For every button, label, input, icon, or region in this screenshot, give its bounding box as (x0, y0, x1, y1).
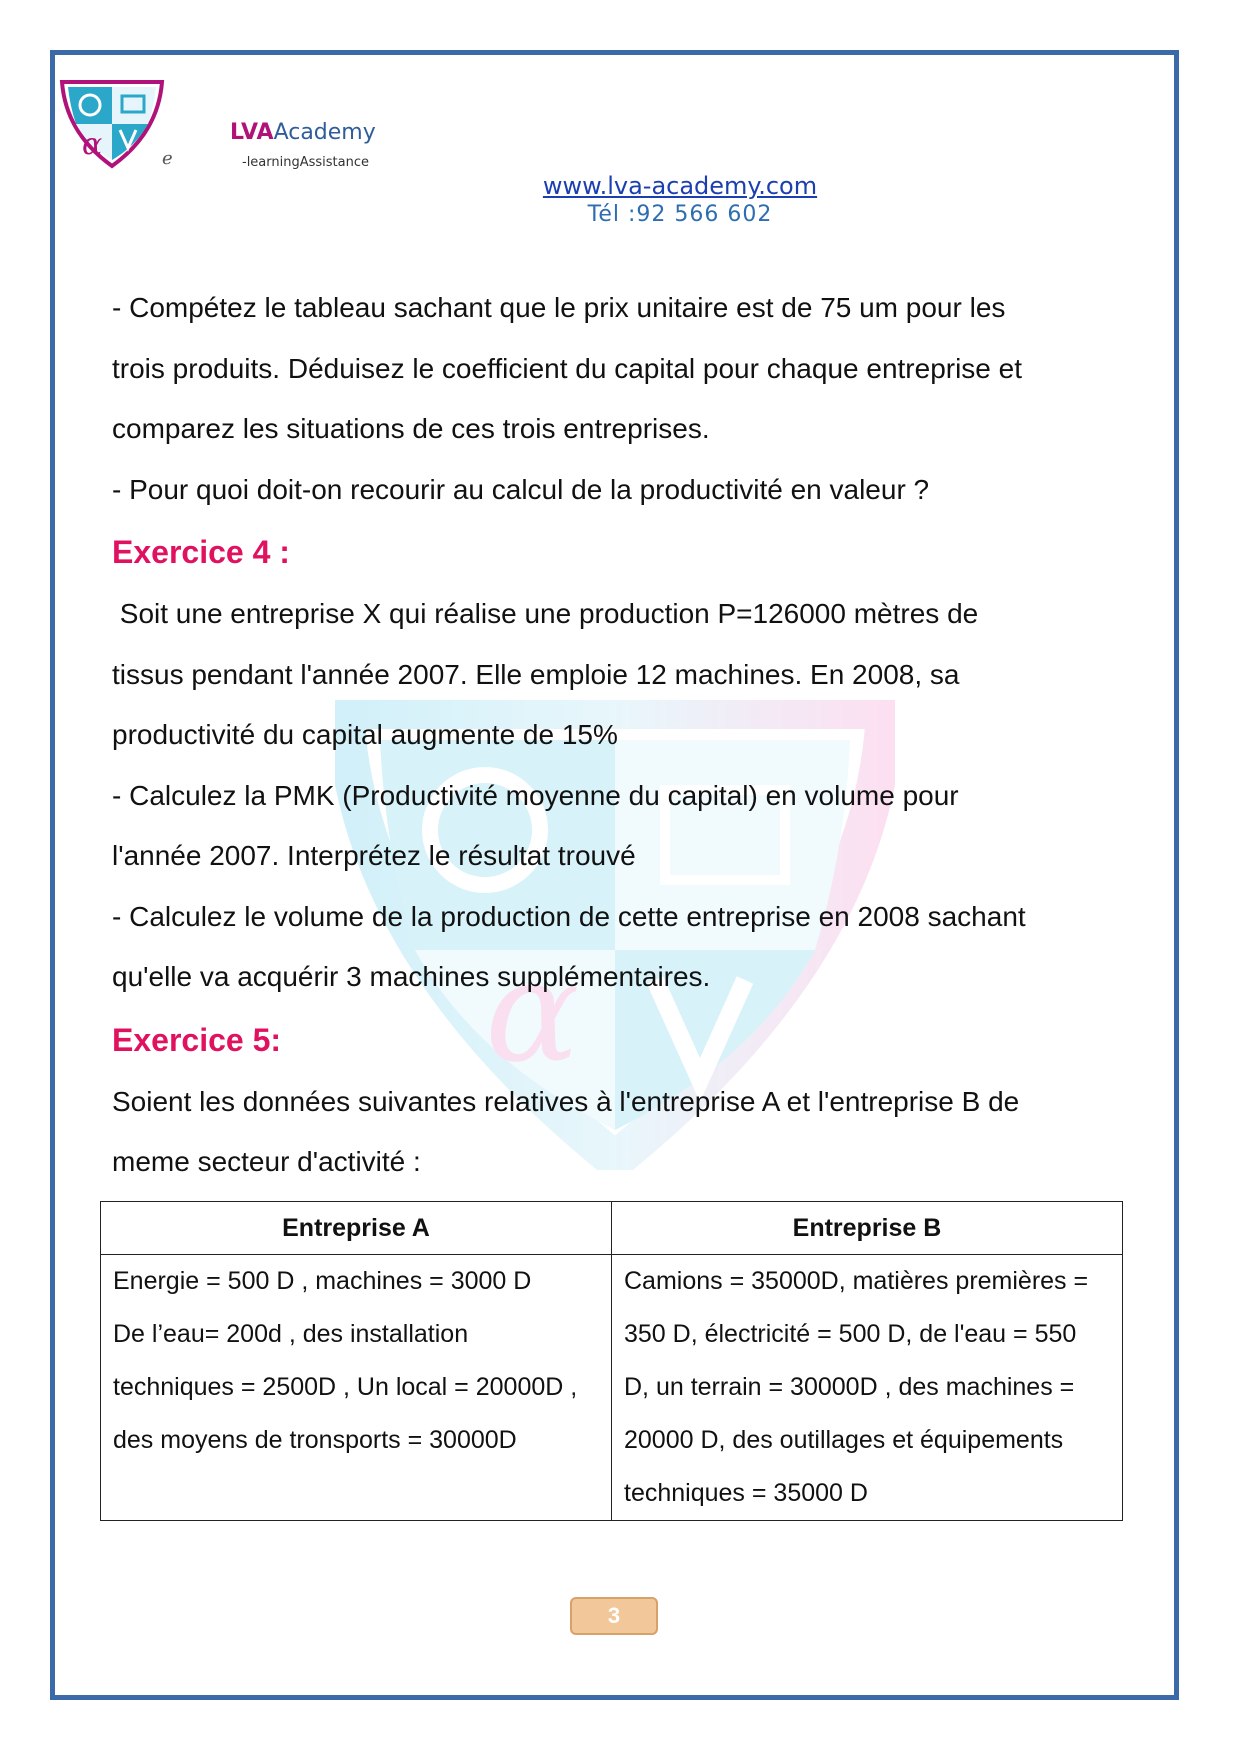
exercise-4-line: productivité du capital augmente de 15% (112, 719, 618, 750)
exercise-4-line: tissus pendant l'année 2007. Elle emploie 12 machines. En 2008, sa (112, 658, 960, 690)
header-entreprise-b: Entreprise B (612, 1202, 1123, 1255)
enterprises-table (100, 1201, 1123, 1521)
brand-name (230, 120, 376, 145)
exercise-4-line: Soit une entreprise X qui réalise une production P=126000 mètres de (112, 598, 979, 629)
lva-logo-icon (58, 78, 166, 170)
exercise-4-line: - Calculez le volume de la production de cette entreprise en 2008 sachant (112, 900, 1026, 932)
logo-letter: e (162, 148, 173, 169)
svg-text:α: α (485, 931, 580, 1094)
intro-line: - Pour quoi doit-on recourir au calcul de la productivité en valeur ? (112, 473, 930, 505)
brand-prefix: LVA (230, 120, 274, 145)
cell-line: De l’eau= 200d , des installation (113, 1320, 469, 1348)
cell-entreprise-a (101, 1255, 612, 1521)
intro-line: - Compétez le tableau sachant que le prix unitaire est de 75 um pour les (112, 292, 1006, 323)
exercise-5-heading: Exercice 5: (112, 1021, 282, 1058)
cell-line: techniques = 35000 D (624, 1479, 868, 1507)
page-number-badge: 3 (570, 1597, 658, 1635)
exercise-5-line: meme secteur d'activité : (112, 1146, 421, 1177)
header-entreprise-a: Entreprise A (101, 1202, 612, 1255)
brand-tagline: -learningAssistance (242, 155, 369, 170)
phone-number: Tél :92 566 602 (587, 202, 773, 227)
intro-line: trois produits. Déduisez le coefficient du capital pour chaque entreprise et (112, 352, 1023, 384)
intro-line: comparez les situations de ces trois entreprises. (112, 413, 710, 444)
website-link[interactable]: www.lva-academy.com (542, 172, 818, 200)
cell-line: techniques = 2500D , Un local = 20000D , (113, 1373, 578, 1401)
table-row (101, 1255, 1123, 1521)
exercise-4-line: - Calculez la PMK (Productivité moyenne du capital) en volume pour (112, 779, 959, 811)
cell-entreprise-b (612, 1255, 1123, 1521)
exercise-5-line: Soient les données suivantes relatives à l'entreprise A et l'entreprise B de (112, 1085, 1020, 1117)
exercise-4-heading: Exercice 4 : (112, 534, 290, 570)
cell-line: des moyens de tronsports = 30000D (113, 1426, 517, 1454)
document-body (112, 278, 1122, 1193)
cell-line: 350 D, électricité = 500 D, de l'eau = 550 (624, 1320, 1077, 1348)
cell-line: Energie = 500 D , machines = 3000 D (113, 1267, 532, 1295)
exercise-4-line: qu'elle va acquérir 3 machines supplémentaires. (112, 961, 711, 992)
brand-suffix: Academy (273, 120, 376, 145)
exercise-4-line: l'année 2007. Interprétez le résultat trouvé (112, 840, 636, 871)
table-header-row (101, 1202, 1123, 1255)
cell-line: 20000 D, des outillages et équipements (624, 1426, 1064, 1454)
cell-line: Camions = 35000D, matières premières = (624, 1267, 1089, 1295)
cell-line: D, un terrain = 30000D , des machines = (624, 1373, 1075, 1401)
svg-text:α: α (82, 127, 103, 162)
